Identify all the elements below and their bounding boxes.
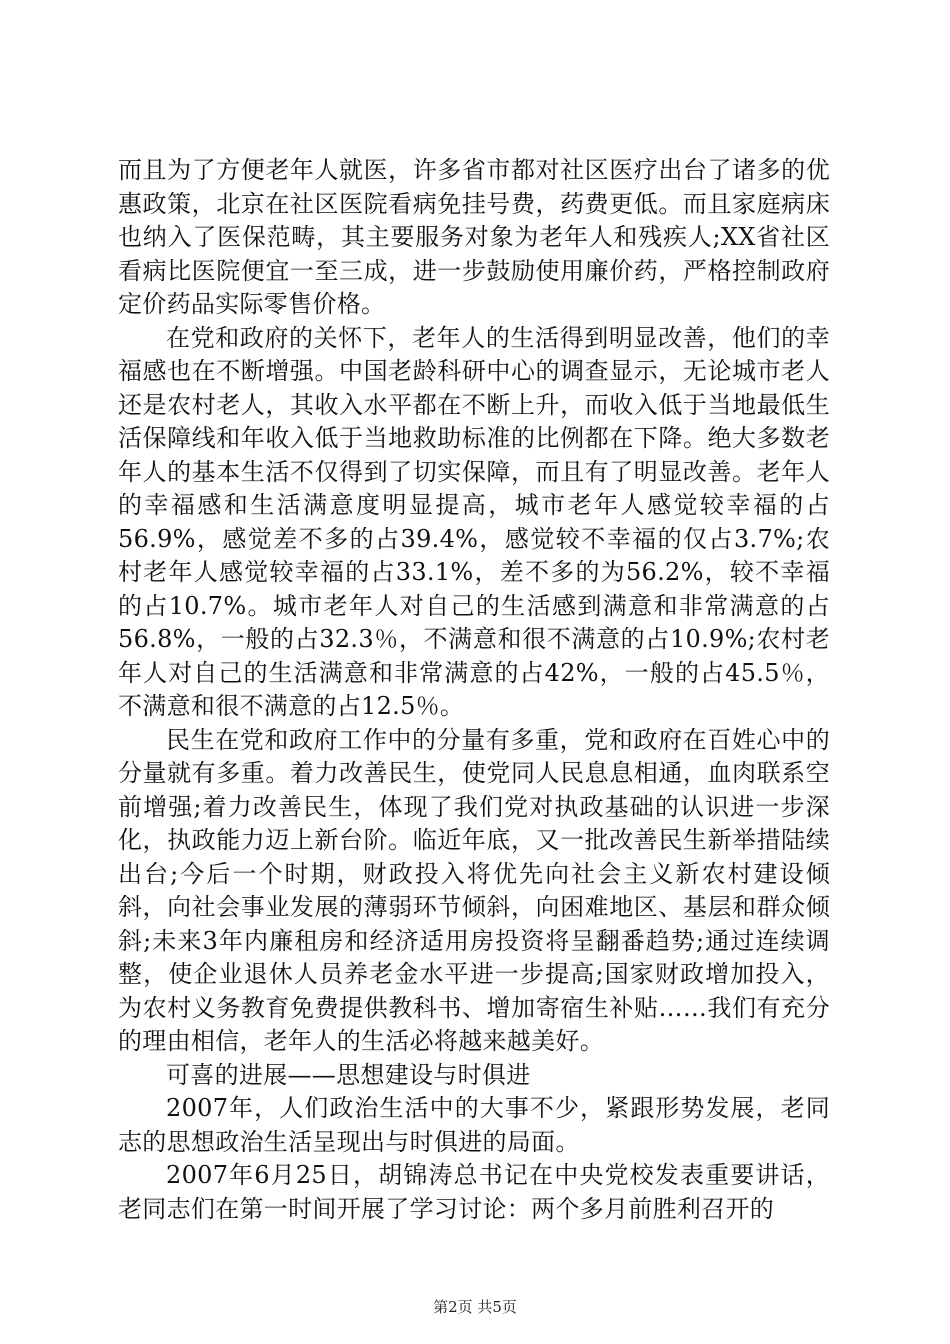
paragraph-5: 2007年6月25日，胡锦涛总书记在中央党校发表重要讲话，老同志们在第一时间开展了学习讨论：两个多月前胜利召开的 [118,1161,830,1223]
paragraph-3: 民生在党和政府工作中的分量有多重，党和政府在百姓心中的分量就有多重。着力改善民生，使党同人民息息相通，血肉联系空前增强;着力改善民生，体现了我们党对执政基础的认识进一步深化，执政能力迈上新台阶。临近年底，又一批改善民生新举措陆续出台;今后一个时期，财政投入将优先向社会主义新农村建设倾斜，向社会事业发展的薄弱环节倾斜，向困难地区、基层和群众倾斜;未来3年内廉租房和经济适用房投资将呈翻番趋势;通过连续调整，使企业退休人员养老金水平进一步提高;国家财政增加投入，为农村义务教育免费提供教科书、增加寄宿生补贴……我们有充分的理由相信，老年人的生活必将越来越美好。 [118,725,830,1055]
paragraph-2: 在党和政府的关怀下，老年人的生活得到明显改善，他们的幸福感也在不断增强。中国老龄科研中心的调查显示，无论城市老人还是农村老人，其收入水平都在不断上升，而收入低于当地最低生活保障线和年收入低于当地救助标准的比例都在下降。绝大多数老年人的基本生活不仅得到了切实保障，而且有了明显改善。老年人的幸福感和生活满意度明显提高，城市老年人感觉较幸福的占56.9%，感觉差不多的占39.4%，感觉较不幸福的仅占3.7%;农村老年人感觉较幸福的占33.1%，差不多的为56.2%，较不幸福的占10.7%。城市老年人对自己的生活感到满意和非常满意的占56.8%，一般的占32.3％，不满意和很不满意的占10.9%;农村老年人对自己的生活满意和非常满意的占42%，一般的占45.5％，不满意和很不满意的占12.5％。 [118,323,830,720]
paragraph-4: 2007年，人们政治生活中的大事不少，紧跟形势发展，老同志的思想政治生活呈现出与时俱进的局面。 [118,1094,830,1156]
paragraph-1: 而且为了方便老年人就医，许多省市都对社区医疗出台了诸多的优惠政策，北京在社区医院看病免挂号费，药费更低。而且家庭病床也纳入了医保范畴，其主要服务对象为老年人和残疾人;XX省社区看病比医院便宜一至三成，进一步鼓励使用廉价药，严格控制政府定价药品实际零售价格。 [118,156,830,318]
section-heading: 可喜的进展——思想建设与时俱进 [166,1060,531,1089]
document-body [118,154,830,1226]
page-footer: 第2页 共5页 [433,1298,517,1316]
